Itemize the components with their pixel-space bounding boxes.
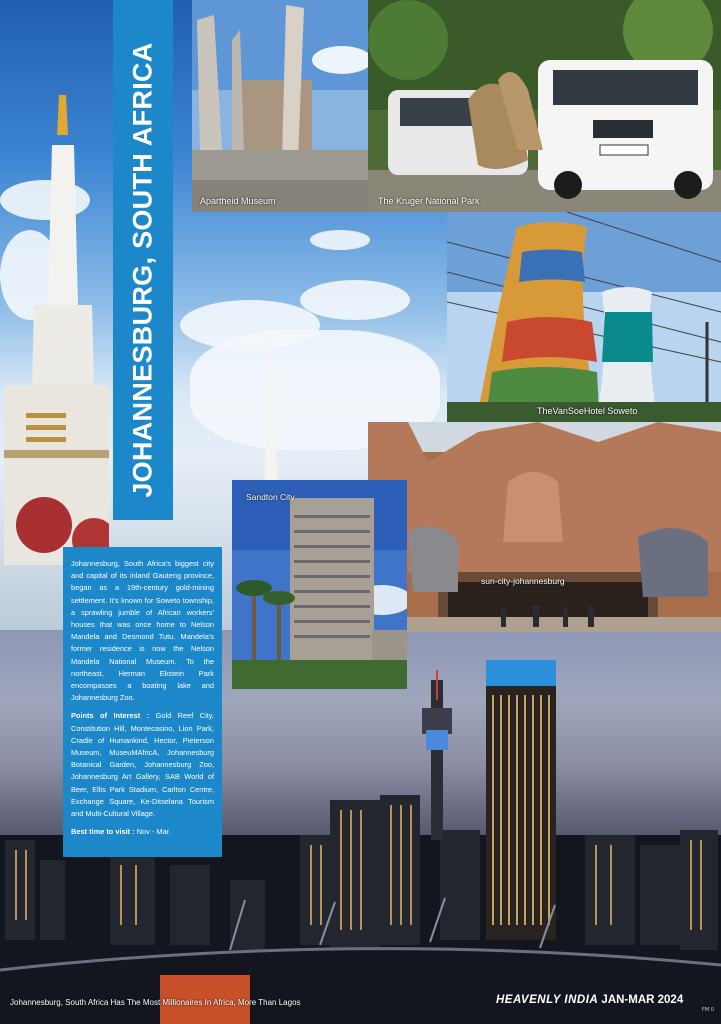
sandton-city-photo bbox=[232, 480, 407, 689]
info-box bbox=[63, 547, 222, 857]
photo-caption: sun-city-johannesburg bbox=[481, 576, 565, 586]
photo-caption: Sandton City bbox=[246, 492, 295, 502]
footer-issue bbox=[496, 994, 683, 1006]
soweto-towers-photo bbox=[447, 212, 721, 422]
best-time bbox=[71, 826, 214, 838]
sun-city-photo bbox=[368, 422, 721, 632]
magazine-brand: HEAVENLY INDIA bbox=[496, 994, 599, 1006]
best-time-value: Nov - Mar. bbox=[136, 827, 171, 837]
title-bar bbox=[113, 0, 173, 520]
issue-date: JAN-MAR 2024 bbox=[601, 994, 684, 1006]
apartheid-museum-photo bbox=[192, 0, 368, 212]
points-of-interest bbox=[71, 710, 214, 820]
best-time-label: Best time to visit : bbox=[71, 827, 135, 837]
temple-spire-image bbox=[258, 340, 284, 490]
photo-caption: TheVanSoeHotel Soweto bbox=[537, 406, 638, 416]
description-text: Johannesburg, South Africa's biggest city and capital of its inland Gauteng province, began as a 19th-century gold-mining settlement. It's known for Soweto township, a sprawling jumble of African workers' houses that was once home to Nelson Mandela and Desmond Tutu. Mandela's former residence is now the Nelson Mandela National Museum. To the northeast, Herman Ekstein Park encompasses a boating lake and Johannesburg Zoo. bbox=[71, 559, 214, 703]
page-title: JOHANNESBURG, SOUTH AFRICA bbox=[127, 42, 158, 498]
photo-caption: The Kruger National Park bbox=[378, 196, 480, 206]
photo-caption: Apartheid Museum bbox=[200, 196, 276, 206]
kruger-park-photo bbox=[368, 0, 721, 212]
page-mark: FM 0 bbox=[702, 1007, 714, 1013]
points-of-interest-label: Points of Interest : bbox=[71, 711, 150, 721]
temple-spire-image bbox=[4, 95, 109, 565]
footer-caption: Johannesburg, South Africa Has The Most Millionaires In Africa, More Than Lagos bbox=[10, 998, 301, 1007]
points-of-interest-list: Gold Reef City, Constitution Hill, Montecasino, Lion Park, Cradle of Humankind, Hector, Pieterson Museum, MuseuMAfricA, Johannesburg Botanical Garden, Johannesburg Zoo, Johannesburg Art Gallery, SAB World of Beer, Ellis Park Stadium, Carlton Centre, Exchange Square, Ke-Ditselana Tourism and Multi-Cultural Village. bbox=[71, 711, 214, 819]
